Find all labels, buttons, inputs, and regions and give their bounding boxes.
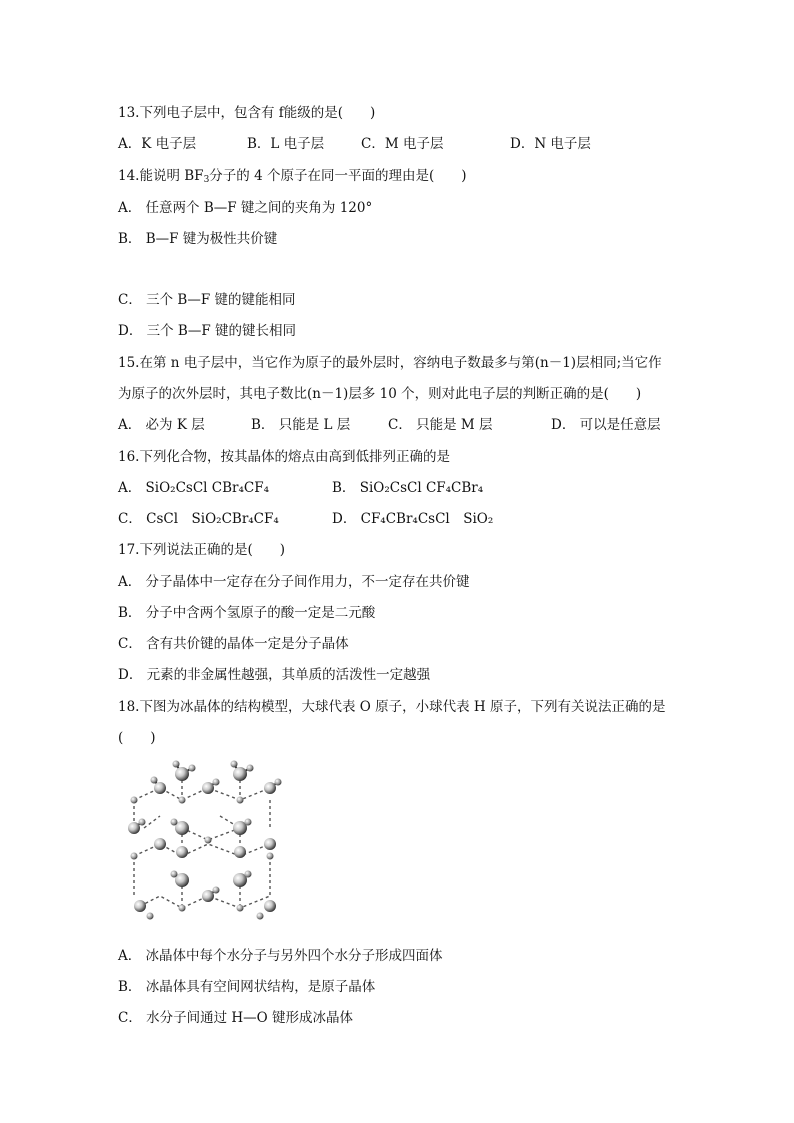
q17-option-c: C． 含有共价键的晶体一定是分子晶体 — [118, 636, 349, 652]
q15-option-d: D． 可以是任意层 — [551, 417, 661, 433]
q13-option-d: D．N 电子层 — [510, 136, 591, 152]
q15-option-c: C． 只能是 M 层 — [388, 417, 493, 433]
ice-crystal-figure — [120, 756, 290, 924]
q13-option-b: B．L 电子层 — [247, 136, 325, 152]
q16-option-c: C． CsCl SiO₂CBr₄CF₄ — [118, 511, 279, 527]
q17-option-a: A． 分子晶体中一定存在分子间作用力，不一定存在共价键 — [118, 574, 470, 590]
q16-stem: 16.下列化合物，按其晶体的熔点由高到低排列正确的是 — [118, 449, 450, 465]
q16-option-d: D． CF₄CBr₄CsCl SiO₂ — [332, 511, 494, 527]
oxygen-atoms — [128, 767, 276, 912]
q17-option-d: D． 元素的非金属性越强，其单质的活泼性一定越强 — [118, 667, 431, 683]
q14-option-a: A． 任意两个 B—F 键之间的夹角为 120° — [118, 200, 373, 216]
q15-stem-line2: 为原子的次外层时，其电子数比(n－1)层多 10 个，则对此电子层的判断正确的是( ) — [118, 386, 642, 402]
q17-option-b: B． 分子中含两个氢原子的酸一定是二元酸 — [118, 605, 376, 621]
q14-stem-pre: 14.能说明 BF — [118, 168, 204, 184]
q17-stem: 17.下列说法正确的是( ) — [118, 542, 286, 558]
q13-option-a: A．K 电子层 — [118, 136, 197, 152]
q15-stem-line1: 15.在第 n 电子层中，当它作为原子的最外层时，容纳电子数最多与第(n－1)层相同;当它作 — [118, 355, 662, 371]
q16-option-b: B． SiO₂CsCl CF₄CBr₄ — [332, 480, 484, 496]
q14-option-b: B． B—F 键为极性共价键 — [118, 231, 278, 247]
q13-option-c: C．M 电子层 — [361, 136, 444, 152]
q14-stem-post: 分子的 4 个原子在同一平面的理由是( ) — [209, 168, 467, 184]
q18-option-a: A． 冰晶体中每个水分子与另外四个水分子形成四面体 — [118, 948, 443, 964]
q15-option-b: B． 只能是 L 层 — [251, 417, 351, 433]
q15-option-a: A． 必为 K 层 — [118, 417, 205, 433]
q14-option-c: C． 三个 B—F 键的键能相同 — [118, 292, 296, 308]
q18-option-b: B． 冰晶体具有空间网状结构，是原子晶体 — [118, 979, 376, 995]
q18-option-c: C． 水分子间通过 H—O 键形成冰晶体 — [118, 1010, 354, 1026]
q18-stem-line2: ( ) — [118, 730, 156, 746]
q14-stem — [118, 167, 467, 189]
q16-option-a: A． SiO₂CsCl CBr₄CF₄ — [118, 480, 270, 496]
q13-stem: 13.下列电子层中，包含有 f能级的是( ) — [118, 105, 376, 121]
q18-stem-line1: 18.下图为冰晶体的结构模型，大球代表 O 原子，小球代表 H 原子，下列有关说法正确的是 — [118, 699, 666, 715]
q14-stem-sub: 3 — [203, 175, 210, 185]
hydrogen-bonds — [134, 774, 270, 908]
q14-option-d: D． 三个 B—F 键的键长相同 — [118, 323, 296, 339]
